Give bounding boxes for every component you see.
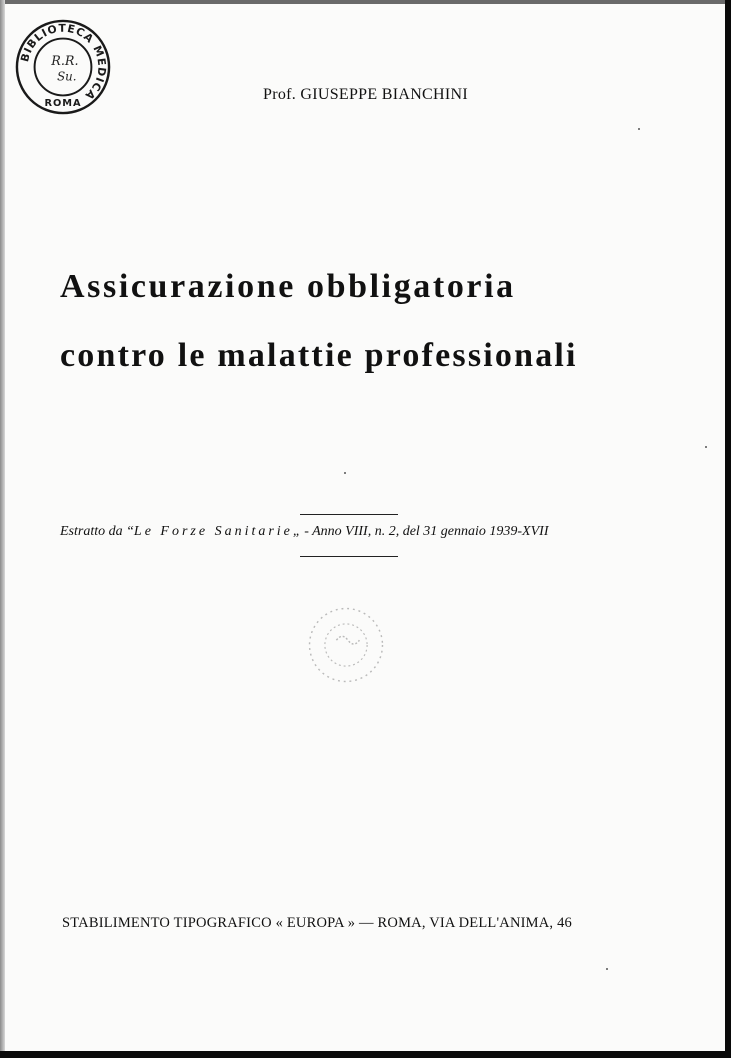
svg-text:Su.: Su. (57, 69, 77, 84)
extract-journal: Le Forze Sanitarie (133, 524, 293, 539)
svg-text:ROMA: ROMA (44, 98, 82, 110)
scan-speck (344, 472, 346, 474)
faint-stamp-icon (298, 600, 394, 690)
publisher-imprint: STABILIMENTO TIPOGRAFICO « EUROPA » — ROMA, VIA DELL'ANIMA, 46 (62, 915, 572, 931)
extract-note (60, 524, 680, 540)
title-line-2: contro le malattie professionali (60, 337, 578, 374)
extract-prefix: Estratto da “ (60, 524, 134, 539)
scan-edge-bottom (0, 1051, 731, 1058)
divider-bottom (300, 556, 398, 557)
scan-speck (705, 446, 707, 448)
title-line-1: Assicurazione obbligatoria (60, 268, 516, 305)
scan-edge-right (725, 0, 731, 1058)
extract-suffix: „ - Anno VIII, n. 2, del 31 gennaio 1939-XVII (292, 524, 549, 539)
scan-edge-top (0, 0, 731, 4)
author-name: Prof. GIUSEPPE BIANCHINI (263, 86, 468, 103)
svg-text:R.R.: R.R. (51, 54, 79, 70)
divider-top (300, 514, 398, 515)
scan-speck (638, 128, 640, 130)
svg-text:BIBLIOTECA MEDICA: BIBLIOTECA MEDICA (18, 21, 109, 103)
scan-edge-left (0, 0, 5, 1058)
scan-speck (606, 968, 608, 970)
